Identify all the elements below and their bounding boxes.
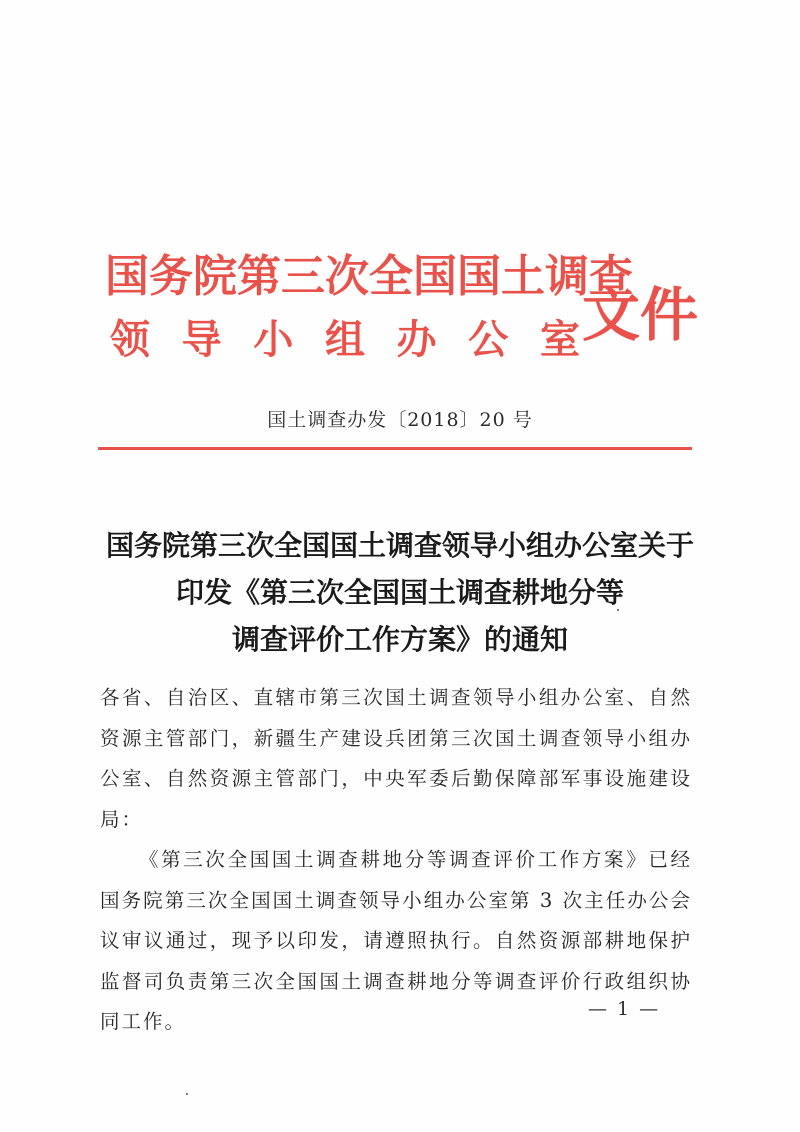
page-number: — 1 — — [588, 998, 661, 1020]
document-body — [100, 678, 692, 1043]
title-line: 调查评价工作方案》的通知 — [231, 623, 568, 656]
masthead-line1: 国务院第三次全国国土调查 — [105, 251, 633, 302]
title-line: 国务院第三次全国国土调查领导小组办公室关于 — [105, 529, 694, 562]
masthead-line2 — [110, 308, 580, 365]
masthead-char: 办 — [396, 316, 437, 363]
masthead-char: 小 — [253, 316, 294, 363]
red-masthead — [100, 240, 700, 370]
document-title — [0, 522, 800, 663]
masthead-suffix: 文件 — [582, 281, 699, 349]
masthead-char: 导 — [181, 316, 222, 363]
document-number: 国土调查办发〔2018〕20 号 — [267, 409, 533, 431]
title-line: 印发《第三次全国国土调查耕地分等 — [175, 576, 624, 609]
red-divider-line — [98, 447, 692, 450]
masthead-char: 组 — [324, 316, 365, 363]
scan-speck — [617, 609, 619, 611]
body-paragraph: 《第三次全国国土调查耕地分等调查评价工作方案》已经国务院第三次全国国土调查领导小组办公室第 3 次主任办公会议审议通过，现予以印发，请遵照执行。自然资源部耕地保护监督司负责第三次全国国土调查耕地分等调查评价行政组织协同工作。 — [100, 848, 692, 1033]
recipients-paragraph: 各省、自治区、直辖市第三次国土调查领导小组办公室、自然资源主管部门，新疆生产建设兵团第三次国土调查领导小组办公室、自然资源主管部门，中央军委后勤保障部军事设施建设局： — [100, 686, 692, 831]
masthead-char: 室 — [539, 316, 580, 363]
scan-speck — [186, 1093, 188, 1095]
masthead-char: 公 — [468, 316, 509, 363]
masthead-char: 领 — [110, 316, 150, 363]
